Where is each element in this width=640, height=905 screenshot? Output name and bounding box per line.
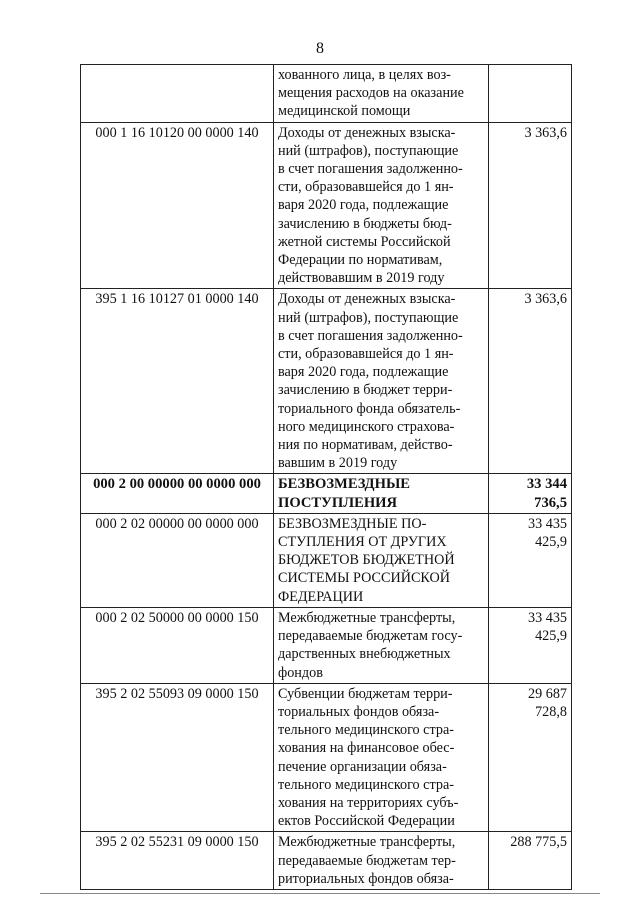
revenue-name-cell: БЕЗВОЗМЕЗДНЫЕ ПОСТУПЛЕНИЯ xyxy=(274,474,489,513)
amount-cell: 288 775,5 xyxy=(489,832,572,890)
budget-code-cell xyxy=(81,65,274,123)
budget-code-cell: 395 2 02 55093 09 0000 150 xyxy=(81,683,274,832)
budget-revenue-table xyxy=(80,64,572,890)
table-row-total xyxy=(81,474,572,513)
amount-cell: 3 363,6 xyxy=(489,122,572,289)
table-row xyxy=(81,513,572,607)
page-number: 8 xyxy=(316,40,324,57)
table-row xyxy=(81,122,572,289)
table-row xyxy=(81,683,572,832)
budget-code-cell: 395 1 16 10127 01 0000 140 xyxy=(81,289,274,474)
table-row xyxy=(81,65,572,123)
amount-cell: 29 687 728,8 xyxy=(489,683,572,832)
table-row xyxy=(81,289,572,474)
table-row xyxy=(81,607,572,683)
amount-cell: 33 435 425,9 xyxy=(489,607,572,683)
amount-cell: 33 435 425,9 xyxy=(489,513,572,607)
revenue-name-cell: Межбюджетные трансферты, передаваемые бюджетам тер- риториальных фондов обяза- xyxy=(274,832,489,890)
budget-code-cell: 000 2 00 00000 00 0000 000 xyxy=(81,474,274,513)
amount-cell: 3 363,6 xyxy=(489,289,572,474)
table-row xyxy=(81,832,572,890)
revenue-name-cell: Доходы от денежных взыска- ний (штрафов), поступающие в счет погашения задолженно- сти, образовавшейся до 1 ян- варя 2020 года, подлежащие зачислению в бюджеты бюд- жетной системы Российской Федерации по нормативам, действовавшим в 2019 году xyxy=(274,122,489,289)
revenue-name-cell: БЕЗВОЗМЕЗДНЫЕ ПО- СТУПЛЕНИЯ ОТ ДРУГИХ БЮДЖЕТОВ БЮДЖЕТНОЙ СИСТЕМЫ РОССИЙСКОЙ ФЕДЕРАЦИИ xyxy=(274,513,489,607)
budget-code-cell: 395 2 02 55231 09 0000 150 xyxy=(81,832,274,890)
revenue-name-cell: хованного лица, в целях воз- мещения расходов на оказание медицинской помощи xyxy=(274,65,489,123)
budget-code-cell: 000 2 02 00000 00 0000 000 xyxy=(81,513,274,607)
revenue-name-cell: Доходы от денежных взыска- ний (штрафов), поступающие в счет погашения задолженно- сти, образовавшейся до 1 ян- варя 2020 года, подлежащие зачислению в бюджет терри- ториального фонда обязатель- ного медицинского страхова- ния по нормативам, действо- вавшим в 2019 году xyxy=(274,289,489,474)
amount-cell xyxy=(489,65,572,123)
budget-code-cell: 000 1 16 10120 00 0000 140 xyxy=(81,122,274,289)
budget-code-cell: 000 2 02 50000 00 0000 150 xyxy=(81,607,274,683)
amount-cell: 33 344 736,5 xyxy=(489,474,572,513)
revenue-name-cell: Субвенции бюджетам терри- ториальных фондов обяза- тельного медицинского стра- хования на финансовое обес- печение организации обяза- тельного медицинского стра- хования на территориях субъ- ектов Российской Федерации xyxy=(274,683,489,832)
revenue-name-cell: Межбюджетные трансферты, передаваемые бюджетам госу- дарственных внебюджетных фондов xyxy=(274,607,489,683)
page-bottom-rule xyxy=(40,893,600,894)
